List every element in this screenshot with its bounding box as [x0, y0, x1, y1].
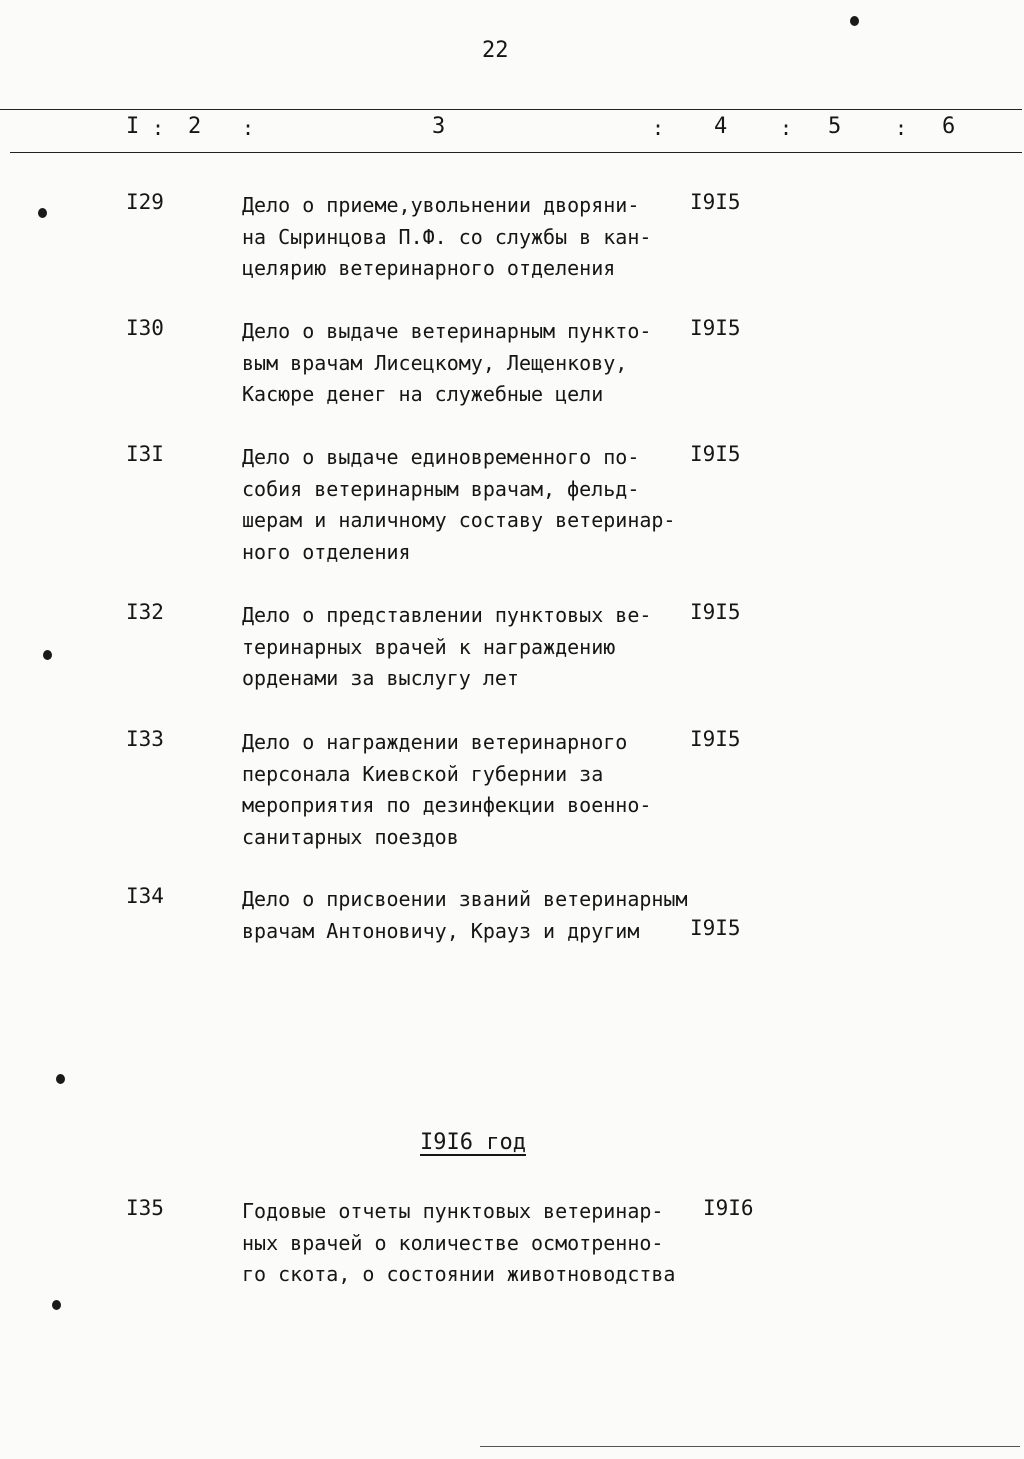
ink-dot [850, 16, 859, 26]
entry-number: I3I [126, 442, 164, 466]
entry-number: I35 [126, 1196, 164, 1220]
entry-year: I9I6 [703, 1196, 754, 1220]
entry-year: I9I5 [690, 316, 741, 340]
column-separator: : [895, 116, 908, 140]
column-separator: : [652, 116, 665, 140]
entry-description: Дело о присвоении званий ветеринарным врачам Антоновичу, Крауз и другим [242, 887, 688, 943]
entry-year: I9I5 [690, 600, 741, 624]
column-header-2: 2 [188, 114, 202, 139]
entry-year: I9I5 [690, 442, 741, 466]
entry-number: I33 [126, 727, 164, 751]
header-bottom-rule [10, 152, 1022, 153]
column-header-6: 6 [942, 114, 956, 139]
entry-description: Дело о выдаче единовременного по- собия ветеринарным врачам, фельд- шерам и наличному составу ветеринар- ного отделения [242, 445, 676, 564]
column-separator: : [152, 116, 165, 140]
column-header-3: 3 [432, 114, 446, 139]
section-heading: I9I6 год [420, 1130, 526, 1155]
entry-number: I32 [126, 600, 164, 624]
entry-description: Дело о выдаче ветеринарным пункто- вым врачам Лисецкому, Лещенкову, Касюре денег на служебные цели [242, 319, 652, 406]
ink-dot [56, 1074, 65, 1084]
entry-description: Годовые отчеты пунктовых ветеринар- ных врачей о количестве осмотренно- го скота, о состоянии животноводства [242, 1199, 676, 1286]
entry-year: I9I5 [690, 916, 741, 940]
column-header-5: 5 [828, 114, 842, 139]
footer-rule [480, 1446, 1020, 1447]
entry-year: I9I5 [690, 190, 741, 214]
entry-description: Дело о приеме,увольнении дворяни- на Сыринцова П.Ф. со службы в кан- целярию ветеринарного отделения [242, 193, 652, 280]
column-separator: : [242, 116, 255, 140]
column-header-4: 4 [714, 114, 728, 139]
ink-dot [52, 1300, 61, 1310]
ink-dot [38, 208, 47, 218]
entry-number: I30 [126, 316, 164, 340]
column-header-1: I [126, 114, 140, 139]
entry-description: Дело о награждении ветеринарного персонала Киевской губернии за мероприятия по дезинфекции военно- санитарных поездов [242, 730, 652, 849]
entry-year: I9I5 [690, 727, 741, 751]
entry-number: I34 [126, 884, 164, 908]
ink-dot [43, 650, 52, 660]
entry-description: Дело о представлении пунктовых ве- теринарных врачей к награждению орденами за выслугу лет [242, 603, 652, 690]
page-number: 22 [482, 38, 509, 63]
column-separator: : [780, 116, 793, 140]
entry-number: I29 [126, 190, 164, 214]
header-top-rule [0, 109, 1022, 110]
